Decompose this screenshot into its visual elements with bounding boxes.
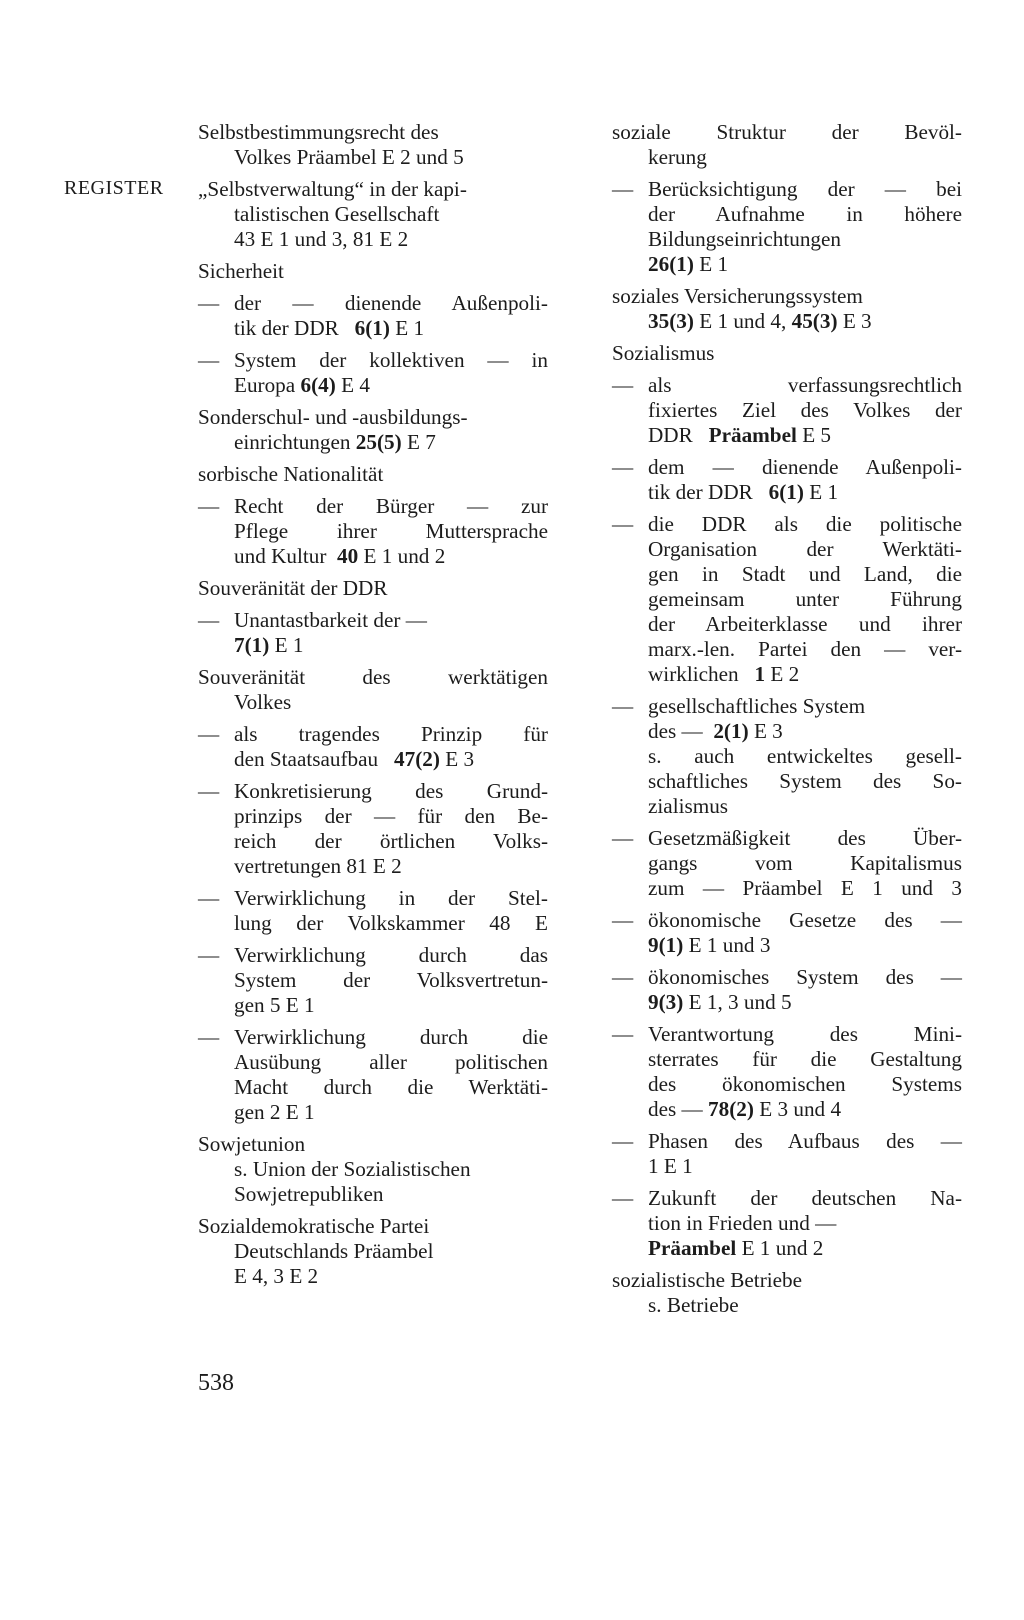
entry-line: Volkes Präambel E 2 und 5: [234, 145, 464, 169]
entry-line: s. Union der Sozialistischen: [234, 1157, 471, 1181]
entry-line: — Verwirklichung in der Stel-: [234, 886, 548, 910]
entry-heading: Sicherheit: [198, 259, 284, 283]
entry-heading: soziales Versicherungssystem: [612, 284, 863, 308]
entry-heading: Sonderschul- und -ausbildungs-: [198, 405, 468, 429]
entry-heading: sozialistische Betriebe: [612, 1268, 803, 1292]
reference: 2(1): [713, 719, 749, 743]
reference: 40: [337, 544, 359, 568]
entry-line: tik der DDR 6(1) E 1: [648, 480, 839, 504]
entry-line: — Gesetzmäßigkeit des Über-: [648, 826, 962, 850]
index-entry: [198, 576, 548, 601]
entry-line: Sowjetrepubliken: [234, 1182, 384, 1206]
entry-line: gemeinsam unter Führung: [648, 587, 962, 611]
side-label: REGISTER: [64, 177, 164, 199]
index-entry: [198, 405, 548, 455]
entry-line: sterrates für die Gestaltung: [648, 1047, 962, 1071]
sub-entry: [612, 908, 962, 958]
sub-entry: [612, 1186, 962, 1261]
sub-entry: [198, 943, 548, 1018]
reference: 6(1): [354, 316, 390, 340]
entry-line: des — 78(2) E 3 und 4: [648, 1097, 842, 1121]
reference: 45(3): [791, 309, 838, 333]
sub-entry: [612, 826, 962, 901]
entry-line: — als verfassungsrechtlich: [648, 373, 962, 397]
entry-line: einrichtungen 25(5) E 7: [234, 430, 436, 454]
index-entry: [198, 259, 548, 284]
entry-line: — Verwirklichung durch das: [234, 943, 548, 967]
entry-line: s. auch entwickeltes gesell-: [648, 744, 962, 768]
entry-line: — Phasen des Aufbaus des —: [648, 1129, 962, 1153]
entry-line: vertretungen 81 E 2: [234, 854, 402, 878]
entry-line: 43 E 1 und 3, 81 E 2: [234, 227, 409, 251]
sub-entry: [612, 965, 962, 1015]
entry-line: Macht durch die Werktäti-: [234, 1075, 548, 1099]
index-entry: [198, 1214, 548, 1289]
entry-line: schaftliches System des So-: [648, 769, 962, 793]
sub-entry: [612, 1022, 962, 1122]
entry-line: — Zukunft der deutschen Na-: [648, 1186, 962, 1210]
sub-entry: [198, 886, 548, 936]
sub-entry: [612, 1129, 962, 1179]
entry-line: prinzips der — für den Be-: [234, 804, 548, 828]
left-column: [198, 120, 548, 1296]
entry-line: Deutschlands Präambel: [234, 1239, 434, 1263]
reference: Präambel: [708, 423, 797, 447]
entry-heading: Sowjetunion: [198, 1132, 306, 1156]
entry-line: — Verantwortung des Mini-: [648, 1022, 962, 1046]
entry-line: talistischen Gesellschaft: [234, 202, 440, 226]
sub-entry: [198, 1025, 548, 1125]
entry-line: der Aufnahme in höhere: [648, 202, 962, 226]
entry-line: — als tragendes Prinzip für: [234, 722, 548, 746]
entry-heading: sorbische Nationalität: [198, 462, 384, 486]
entry-line: tion in Frieden und —: [648, 1211, 837, 1235]
index-entry: [198, 1132, 548, 1207]
reference: 25(5): [355, 430, 402, 454]
entry-line: System der Volksvertretun-: [234, 968, 548, 992]
entry-line: — dem — dienende Außenpoli-: [648, 455, 962, 479]
entry-line: des — 2(1) E 3: [648, 719, 783, 743]
entry-line: zialismus: [648, 794, 729, 818]
index-entry: [612, 120, 962, 170]
entry-line: wirklichen 1 E 2: [648, 662, 800, 686]
entry-line: marx.-len. Partei den — ver-: [648, 637, 962, 661]
reference: 6(4): [300, 373, 336, 397]
sub-entry: [198, 348, 548, 398]
index-entry: [198, 120, 548, 170]
page-number: 538: [198, 1370, 234, 1396]
reference: 35(3): [648, 309, 694, 333]
entry-heading: soziale Struktur der Bevöl-: [612, 120, 962, 144]
reference: 9(1): [648, 933, 684, 957]
entry-line: — gesellschaftliches System: [648, 694, 866, 718]
sub-entry: [612, 177, 962, 277]
sub-entry: [198, 779, 548, 879]
reference: 9(3): [648, 990, 684, 1014]
entry-heading: Sozialdemokratische Partei: [198, 1214, 430, 1238]
entry-line: — der — dienende Außenpoli-: [234, 291, 548, 315]
entry-line: der Arbeiterklasse und ihrer: [648, 612, 962, 636]
reference: 26(1): [648, 252, 694, 276]
entry-line: — Unantastbarkeit der —: [234, 608, 427, 632]
entry-line: — ökonomische Gesetze des —: [648, 908, 962, 932]
entry-line: 7(1) E 1: [234, 633, 304, 657]
entry-line: — Berücksichtigung der — bei: [648, 177, 962, 201]
sub-entry: [198, 494, 548, 569]
entry-line: — ökonomisches System des —: [648, 965, 962, 989]
entry-line: s. Betriebe: [648, 1293, 739, 1317]
entry-line: 1 E 1: [648, 1154, 693, 1178]
entry-line: des ökonomischen Systems: [648, 1072, 962, 1096]
entry-line: fixiertes Ziel des Volkes der: [648, 398, 962, 422]
reference: 1: [754, 662, 766, 686]
entry-line: E 4, 3 E 2: [234, 1264, 319, 1288]
entry-line: Ausübung aller politischen: [234, 1050, 548, 1074]
index-entry: [198, 462, 548, 487]
entry-line: 35(3) E 1 und 4, 45(3) E 3: [648, 309, 872, 333]
entry-heading: Souveränität der DDR: [198, 576, 388, 600]
entry-heading: Souveränität des werktätigen: [198, 665, 548, 689]
entry-line: lung der Volkskammer 48 E: [234, 911, 548, 935]
entry-line: gangs vom Kapitalismus: [648, 851, 962, 875]
reference: Präambel: [648, 1236, 737, 1260]
entry-line: — Verwirklichung durch die: [234, 1025, 548, 1049]
sub-entry: [198, 722, 548, 772]
entry-line: 9(3) E 1, 3 und 5: [648, 990, 792, 1014]
entry-line: — System der kollektiven — in: [234, 348, 548, 372]
entry-line: 26(1) E 1: [648, 252, 729, 276]
entry-line: — Konkretisierung des Grund-: [234, 779, 548, 803]
index-entry: [612, 284, 962, 334]
entry-line: — die DDR als die politische: [648, 512, 962, 536]
entry-line: Organisation der Werktäti-: [648, 537, 962, 561]
entry-line: — Recht der Bürger — zur: [234, 494, 548, 518]
sub-entry: [612, 694, 962, 819]
right-column: [612, 120, 962, 1325]
index-entry: [198, 177, 548, 252]
entry-line: Präambel E 1 und 2: [648, 1236, 824, 1260]
entry-line: 9(1) E 1 und 3: [648, 933, 771, 957]
entry-line: kerung: [648, 145, 707, 169]
entry-line: reich der örtlichen Volks-: [234, 829, 548, 853]
entry-line: Pflege ihrer Muttersprache: [234, 519, 548, 543]
sub-entry: [612, 455, 962, 505]
entry-line: tik der DDR 6(1) E 1: [234, 316, 425, 340]
reference: 6(1): [768, 480, 804, 504]
entry-line: zum — Präambel E 1 und 3: [648, 876, 962, 900]
entry-line: gen 2 E 1: [234, 1100, 315, 1124]
entry-line: und Kultur 40 E 1 und 2: [234, 544, 446, 568]
entry-heading: Sozialismus: [612, 341, 715, 365]
index-entry: [198, 665, 548, 715]
entry-line: Bildungseinrichtungen: [648, 227, 842, 251]
entry-line: DDR Präambel E 5: [648, 423, 832, 447]
entry-line: den Staatsaufbau 47(2) E 3: [234, 747, 475, 771]
sub-entry: [198, 608, 548, 658]
reference: 47(2): [394, 747, 440, 771]
index-entry: [612, 1268, 962, 1318]
reference: 78(2): [708, 1097, 754, 1121]
entry-line: gen 5 E 1: [234, 993, 315, 1017]
entry-line: Volkes: [234, 690, 292, 714]
entry-line: Europa 6(4) E 4: [234, 373, 370, 397]
sub-entry: [612, 373, 962, 448]
entry-heading: „Selbstverwaltung“ in der kapi-: [198, 177, 467, 201]
sub-entry: [612, 512, 962, 687]
sub-entry: [198, 291, 548, 341]
index-entry: [612, 341, 962, 366]
entry-line: gen in Stadt und Land, die: [648, 562, 962, 586]
entry-heading: Selbstbestimmungsrecht des: [198, 120, 439, 144]
reference: 7(1): [234, 633, 270, 657]
